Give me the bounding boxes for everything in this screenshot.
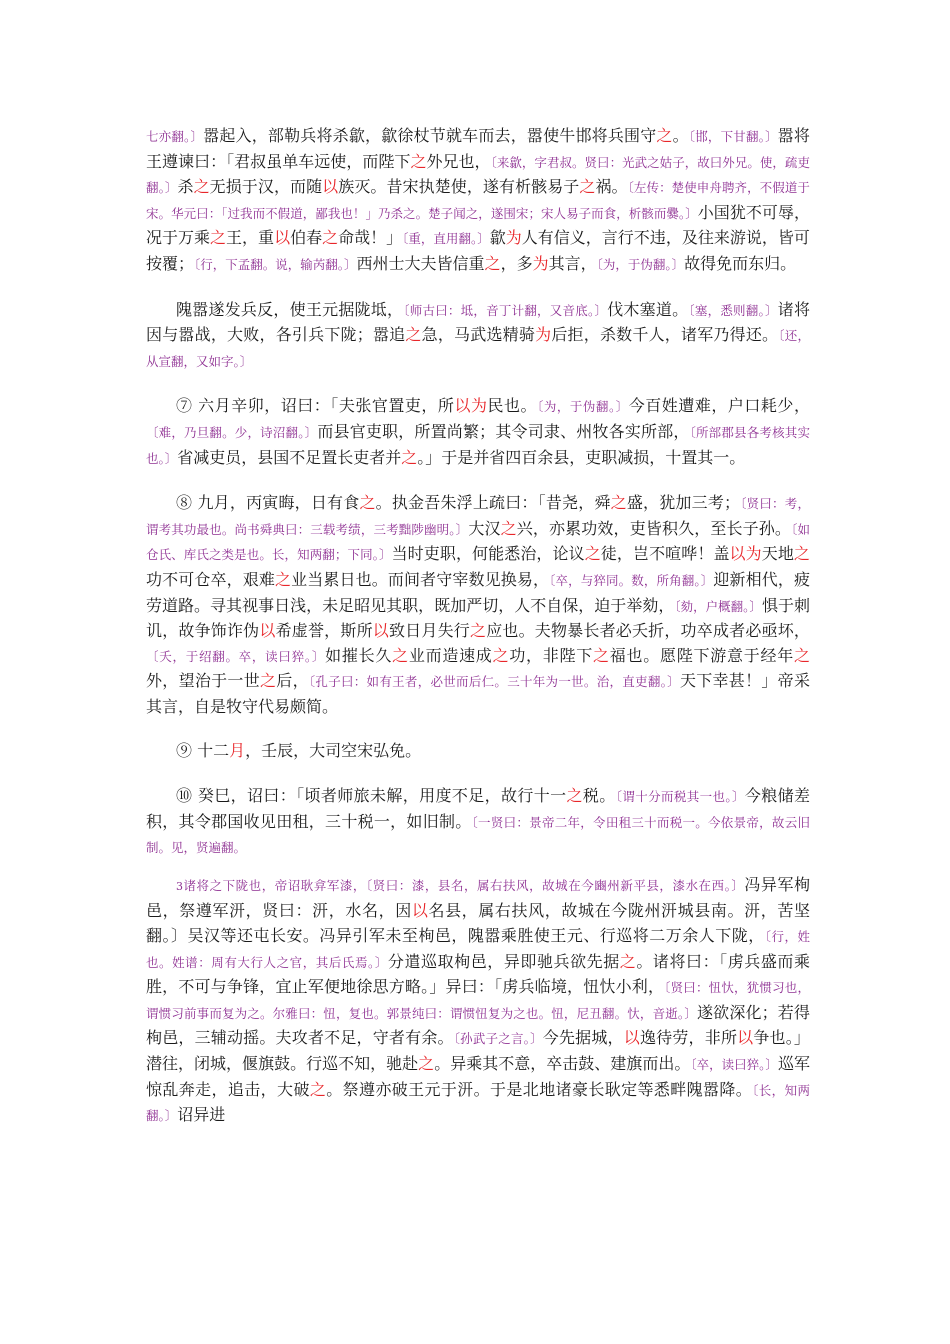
highlighted-char: 之 <box>410 151 427 171</box>
highlighted-char: 以 <box>372 621 389 641</box>
body-text: 外兄也， <box>426 151 491 171</box>
highlighted-char: 之 <box>793 645 810 665</box>
annotation-note: 〔孙武子之言。〕 <box>453 1031 543 1047</box>
body-text: ⑧ 九月，丙寅晦，日有食 <box>176 493 360 513</box>
body-text: 惧于刺讥，故争饰诈伪 <box>146 595 810 641</box>
annotation-note: 〔劾，户概翻。〕 <box>674 598 762 614</box>
highlighted-char: 之 <box>418 1054 435 1073</box>
body-text: 外，望治于一世 <box>146 671 260 691</box>
body-text: 天下幸甚！」帝采其言，自是牧守代易颇简。 <box>146 671 810 716</box>
highlighted-char: 以 <box>274 228 291 248</box>
annotation-note: 〔所部郡县各考核其实也。〕 <box>146 424 810 466</box>
highlighted-char: 之 <box>484 253 501 273</box>
paragraph-p7 <box>146 873 810 1129</box>
body-text: 急，马武选精骑 <box>421 325 536 345</box>
body-text: 无损于汉，而随 <box>209 177 323 197</box>
highlighted-char: 为 <box>532 253 549 273</box>
body-text: 后拒，杀数千人，诸军乃得还。 <box>551 325 779 345</box>
annotation-note: 〔塞，悉则翻。〕 <box>688 302 778 318</box>
annotation-note: 〔行，姓也。姓谱：周有大行人之官，其后氏焉。〕 <box>146 929 810 970</box>
body-text: 争也。」潜往，闭城，偃旗鼓。行巡不知，驰赴 <box>146 1028 810 1073</box>
highlighted-char: 为 <box>535 325 552 345</box>
annotation-note: 〔贤曰：考，谓考其功最也。尚书舜典曰：三载考绩，三考黜陟幽明。〕 <box>146 496 810 537</box>
highlighted-char: 以 <box>623 1028 640 1048</box>
highlighted-char: 之 <box>309 1079 327 1099</box>
annotation-note: 〔为，于伪翻。〕 <box>596 256 685 272</box>
annotation-note: 〔师古曰：坻，音丁计翻，又音底。〕 <box>403 302 608 318</box>
body-text: 诏异进 <box>177 1105 226 1125</box>
body-text: 大汉 <box>468 518 501 538</box>
paragraph-p2 <box>146 298 810 375</box>
section-number: 3 <box>176 879 183 893</box>
annotation-note: 〔夭，于绍翻。卒，读曰猝。〕 <box>146 648 326 664</box>
body-text: 当时吏职，何能悉治，论议 <box>391 544 585 564</box>
body-text: 兴，亦累功效，吏皆积久，至长子孙。 <box>516 518 792 538</box>
annotation-note: 〔孔子曰：如有王者，必世而后仁。三十年为一世。治，直吏翻。〕 <box>308 674 680 690</box>
body-text: 族灭。昔宋执楚使，遂有析骸易子 <box>338 177 580 197</box>
annotation-note: 〔难，乃旦翻。少，诗沼翻。〕 <box>146 424 318 440</box>
body-text: 其言， <box>548 253 597 273</box>
body-text: 冯异军栒邑，祭遵军汧，贤曰：汧，水名，因 <box>146 874 810 921</box>
body-text: 功不可仓卒，艰难 <box>146 569 275 589</box>
body-text: ⑩ 癸巳，诏曰：「顷者师旅未解，用度不足，故行十一 <box>176 786 567 806</box>
body-text: 嚣将王遵谏曰：「君叔虽单车远使，而陛下 <box>146 126 810 171</box>
document-page <box>146 124 810 1149</box>
highlighted-char: 之 <box>359 493 376 513</box>
highlighted-char: 之 <box>469 621 487 641</box>
body-text: 天地 <box>761 544 794 564</box>
body-text: 西州士大夫皆信重 <box>356 253 485 273</box>
highlighted-char: 以 <box>259 621 276 641</box>
body-text: 。 <box>672 126 689 145</box>
body-text: 徒，岂不喧哗！盖 <box>600 544 730 564</box>
highlighted-char: 之 <box>210 228 227 248</box>
body-text: 伐木塞道。 <box>607 299 689 319</box>
body-text: 逸待劳，非所 <box>639 1028 738 1048</box>
body-text: 今百姓遭难，户口耗少， <box>628 396 810 416</box>
highlighted-char: 之 <box>656 126 673 145</box>
highlighted-char: 之 <box>492 645 510 665</box>
body-text: 人有信义，言行不违，及往来游说，皆可按覆； <box>146 228 810 273</box>
body-text: 巡军惊乱奔走，追击，大破 <box>146 1054 810 1099</box>
body-text: 名县，属右扶风，故城在今陇州汧城县南。汧，苦坚翻。〕吴汉等还屯长安。冯异引军未至栒邑，隗嚣乘胜使王元、行巡将二万余人下陇， <box>146 901 810 946</box>
body-text: 隗嚣遂发兵反，使王元据陇坻， <box>176 299 404 319</box>
annotation-note: 〔如仓氏、库氏之类是也。长，知两翻；下同。〕 <box>146 521 810 563</box>
body-text: 盛，犹加三考； <box>626 493 741 513</box>
highlighted-char: 之 <box>260 671 277 691</box>
body-text: 功，非陛下 <box>509 645 594 665</box>
paragraph-p3 <box>146 394 810 471</box>
highlighted-char: 之 <box>593 645 610 665</box>
paragraph-p6 <box>146 784 810 861</box>
paragraph-p1 <box>146 124 810 278</box>
body-text: 希虚誉，斯所 <box>275 621 373 641</box>
body-text: 税。 <box>582 786 616 806</box>
annotation-note: 〔谓十分而税其一也。〕 <box>615 789 745 805</box>
highlighted-char: 之 <box>392 645 409 665</box>
body-text: 省减吏员，县国不足置长吏者并 <box>177 447 402 467</box>
body-text: 。执金吾朱浮上疏曰：「昔尧，舜 <box>375 493 611 513</box>
highlighted-char: 之 <box>793 544 810 564</box>
body-text: 。异乘其不意，卒击鼓、建旗而出。 <box>434 1054 691 1073</box>
annotation-note: 〔还，从宣翻，又如字。〕 <box>146 328 810 369</box>
body-text: 业当累日也。而间者守宰数见换易， <box>291 569 550 589</box>
annotation-note: 七亦翻。〕 <box>146 129 204 144</box>
highlighted-char: 以为 <box>454 396 488 416</box>
highlighted-char: 之 <box>500 518 517 538</box>
annotation-note: 〔贤曰：忸忕，犹惯习也，谓惯习前事而复为之。尔雅曰：忸，复也。郭景纯曰：谓惯忸复为之也。忸，尼丑翻。忕，音逝。〕 <box>146 980 810 1021</box>
highlighted-char: 为 <box>505 228 522 248</box>
body-text: 。」于是并省四百余县，吏职减损，十置其一。 <box>417 447 746 467</box>
annotation-note: 〔来歙，字君叔。贤曰：光武之姑子，故曰外兄。使，疏吏翻。〕 <box>146 154 810 196</box>
body-text: 民也。 <box>487 396 538 416</box>
annotation-note: 诸将之下陇也，帝诏耿弇军漆，〔贤曰：漆，县名，属右扶风，故城在今豳州新平县，漆水在西。〕 <box>183 877 745 893</box>
body-text: 后， <box>276 671 309 691</box>
annotation-note: 〔行，下孟翻。说，输芮翻。〕 <box>194 256 357 272</box>
body-text: 遂欲深化；若得栒邑，三辅动摇。夫攻者不足，守者有余。 <box>146 1002 810 1048</box>
body-text: 致日月失行 <box>388 621 470 641</box>
paragraph-p5 <box>146 739 810 764</box>
body-text: 福也。愿陛下游意于经年 <box>609 645 794 665</box>
body-text: 祸。 <box>595 177 628 197</box>
body-text: 今先据城， <box>542 1028 624 1048</box>
annotation-note: 〔一贤曰：景帝二年，令田租三十而税一。今依景帝，故云旧制。见，贤遍翻。 <box>146 814 810 856</box>
annotation-note: 〔卒，与猝同。数，所角翻。〕 <box>549 572 714 588</box>
highlighted-char: 以 <box>737 1028 754 1048</box>
body-text: 分遣巡取栒邑，异即驰兵欲先据 <box>387 951 620 971</box>
body-text: 嚣起入，部勒兵将杀歙，歙徐杖节就车而去，嚣使牛邯将兵围守 <box>203 126 657 145</box>
body-text: ⑨ 十二 <box>176 741 230 761</box>
body-text: 。祭遵亦破王元于汧。于是北地诸豪长耿定等悉畔隗嚣降。 <box>326 1079 753 1099</box>
annotation-note: 〔邯，下甘翻。〕 <box>688 129 778 144</box>
highlighted-char: 以 <box>411 901 429 921</box>
body-text: ，多 <box>500 253 533 273</box>
highlighted-char: 之 <box>275 569 292 589</box>
body-text: 。诸将曰：「虏兵盛而乘胜，不可与争锋，宜止军便地徐思方略。」异曰：「虏兵临境，忸忕小利， <box>146 951 810 997</box>
highlighted-char: 之 <box>193 177 210 197</box>
body-text: 诸将因与嚣战，大败，各引兵下陇；嚣追 <box>146 299 810 345</box>
body-text: 杀 <box>177 177 194 197</box>
highlighted-char: 之 <box>566 786 583 806</box>
body-text: 迎新相代，疲劳道路。寻其视事日浅，未足昭见其职，既加严切，人不自保，迫于举劾， <box>146 569 810 615</box>
body-text: ⑦ 六月辛卯，诏曰：「夫张官置吏，所 <box>176 396 455 416</box>
annotation-note: 〔重，直用翻。〕 <box>402 231 490 247</box>
body-text: 今粮储差积，其令郡国收见田租，三十税一，如旧制。 <box>146 786 810 831</box>
body-text: 应也。夫物暴长者必夭折，功卒成者必亟坏， <box>486 621 810 641</box>
highlighted-char: 之 <box>401 447 418 467</box>
annotation-note: 〔卒，读曰猝。〕 <box>690 1057 778 1072</box>
annotation-note: 〔长，知两翻。〕 <box>146 1082 810 1124</box>
body-text: 伯春 <box>290 228 323 248</box>
paragraph-p4 <box>146 491 810 719</box>
body-text: 业而造速成 <box>408 645 493 665</box>
highlighted-char: 之 <box>584 544 601 564</box>
highlighted-char: 以为 <box>729 544 762 564</box>
highlighted-char: 之 <box>619 951 637 971</box>
annotation-note: 〔为，于伪翻。〕 <box>537 399 629 415</box>
body-text: 如摧长久 <box>325 645 393 665</box>
body-text: 王，重 <box>226 228 275 248</box>
body-text: 歙 <box>489 228 506 248</box>
highlighted-char: 以 <box>322 177 339 197</box>
body-text: 而县官吏职，所置尚繁；其令司隶、州牧各实所部， <box>317 421 690 441</box>
body-text: 故得免而东归。 <box>684 253 797 273</box>
highlighted-char: 月 <box>229 741 246 761</box>
annotation-note: 〔左传：楚使申舟聘齐，不假道于宋。华元曰：「过我而不假道，鄙我也！」乃杀之。楚子闻之，遂围宋；宋人易子而食，析骸而爨。〕 <box>146 180 810 221</box>
highlighted-char: 之 <box>405 325 422 345</box>
highlighted-char: 之 <box>322 228 339 248</box>
highlighted-char: 之 <box>579 177 596 197</box>
body-text: ，壬辰，大司空宋弘免。 <box>245 741 422 761</box>
body-text: 命哉！」 <box>338 228 403 248</box>
body-text: 小国犹不可辱，况于万乘 <box>146 202 810 248</box>
highlighted-char: 之 <box>610 493 627 513</box>
